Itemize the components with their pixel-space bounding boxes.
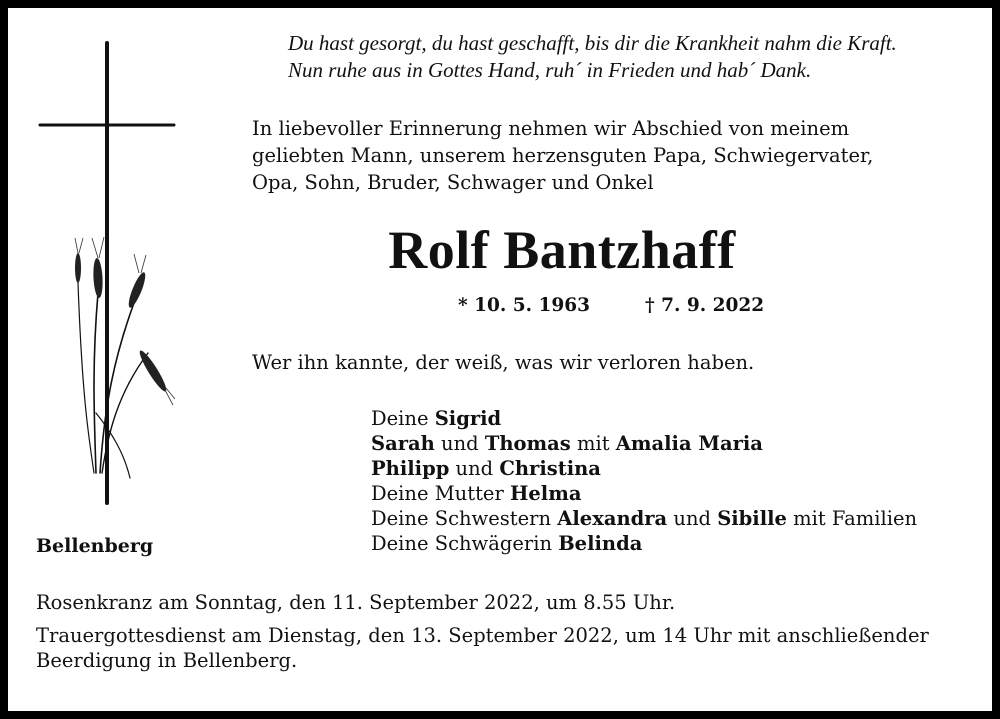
mourner-text: und [667,507,718,530]
mourner-name: Amalia Maria [615,432,763,455]
mourner-text: Deine [371,407,435,430]
deceased-name: Rolf Bantzhaff [388,220,736,280]
mourner-line [371,481,917,506]
mourner-line [371,406,917,431]
memorial-verse [288,30,978,84]
verse-line: Nun ruhe aus in Gottes Hand, ruh´ in Frieden und hab´ Dank. [288,58,812,82]
funeral-service-notice: Trauergottesdienst am Dienstag, den 13. September 2022, um 14 Uhr mit anschließender Beerdigung in Bellenberg. [36,624,929,672]
mourner-line [371,431,917,456]
mourner-text: Deine Schwägerin [371,532,559,555]
intro-line: In liebevoller Erinnerung nehmen wir Abschied von meinem [252,117,850,140]
mourner-text: Deine Mutter [371,482,510,505]
mourner-text: mit [570,432,616,455]
mourners-list [371,406,917,556]
memorial-motto: Wer ihn kannte, der weiß, was wir verloren haben. [252,351,755,374]
verse-line: Du hast gesorgt, du hast geschafft, bis dir die Krankheit nahm die Kraft. [288,31,897,55]
mourner-name: Thomas [484,432,571,455]
mourner-text: und [434,432,485,455]
birth-date: * 10. 5. 1963 [458,295,590,316]
cross-with-wheat-icon [38,33,178,508]
mourner-name: Philipp [371,457,450,480]
mourner-name: Sarah [371,432,435,455]
mourner-name: Alexandra [557,507,668,530]
mourner-line [371,531,917,556]
intro-text [252,115,952,196]
rosary-notice: Rosenkranz am Sonntag, den 11. September 2022, um 8.55 Uhr. [36,591,676,614]
mourner-name: Christina [499,457,601,480]
intro-line: Opa, Sohn, Bruder, Schwager und Onkel [252,171,654,194]
mourner-text: Deine Schwestern [371,507,558,530]
mourner-name: Helma [509,482,582,505]
mourner-text: und [449,457,500,480]
mourner-text: mit Familien [786,507,918,530]
mourner-name: Belinda [558,532,643,555]
mourner-line [371,506,917,531]
death-date: † 7. 9. 2022 [645,295,765,316]
intro-line: geliebten Mann, unserem herzensguten Papa, Schwiegervater, [252,144,874,167]
mourner-name: Sibille [717,507,787,530]
location: Bellenberg [36,535,154,557]
mourner-name: Sigrid [434,407,502,430]
obituary-card [8,8,992,711]
mourner-line [371,456,917,481]
